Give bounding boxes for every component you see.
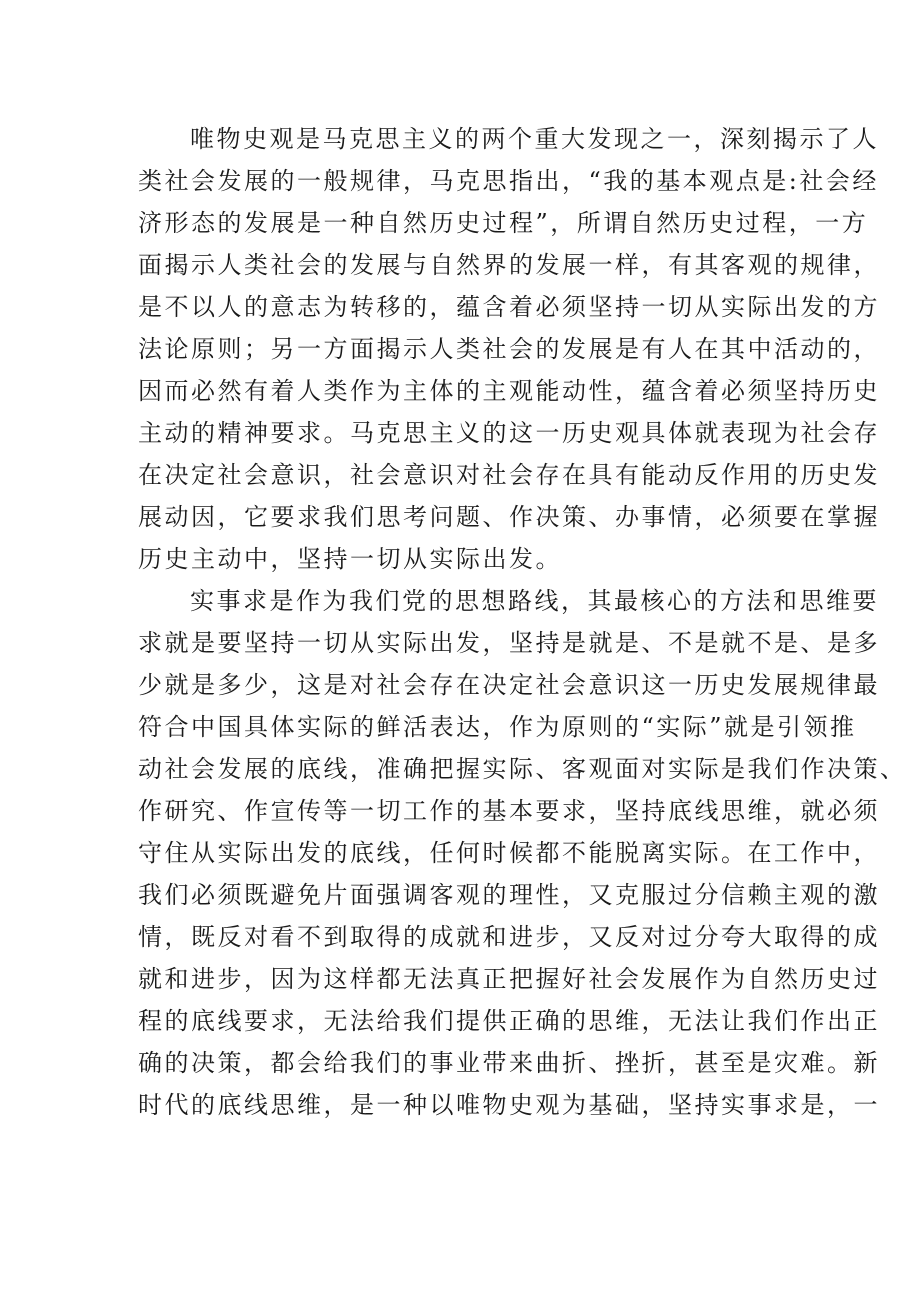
text-line: 守住从实际出发的底线，任何时候都不能脱离实际。在工作中， <box>138 839 880 867</box>
text-line: 主动的精神要求。马克思主义的这一历史观具体就表现为社会存 <box>138 419 880 447</box>
text-line: 情，既反对看不到取得的成就和进步，又反对过分夸大取得的成 <box>138 923 880 951</box>
text-line: 动社会发展的底线，准确把握实际、客观面对实际是我们作决策、 <box>138 755 907 783</box>
text-line: 类社会发展的一般规律，马克思指出，“我的基本观点是:社会经 <box>138 167 879 195</box>
text-line: 唯物史观是马克思主义的两个重大发现之一，深刻揭示了人 <box>190 125 879 153</box>
text-line: 面揭示人类社会的发展与自然界的发展一样，有其客观的规律， <box>138 251 880 279</box>
body-text <box>138 118 907 1126</box>
paragraph-2 <box>138 580 907 1126</box>
text-line: 少就是多少，这是对社会存在决定社会意识这一历史发展规律最 <box>138 671 880 699</box>
text-line: 程的底线要求，无法给我们提供正确的思维，无法让我们作出正 <box>138 1007 880 1035</box>
text-line: 我们必须既避免片面强调客观的理性，又克服过分信赖主观的激 <box>138 881 880 909</box>
paragraph-1 <box>138 118 880 580</box>
text-line: 就和进步，因为这样都无法真正把握好社会发展作为自然历史过 <box>138 965 880 993</box>
text-line: 法论原则；另一方面揭示人类社会的发展是有人在其中活动的， <box>138 335 880 363</box>
text-line: 时代的底线思维，是一种以唯物史观为基础，坚持实事求是，一 <box>138 1091 880 1119</box>
text-line: 在决定社会意识，社会意识对社会存在具有能动反作用的历史发 <box>138 461 880 489</box>
text-line: 济形态的发展是一种自然历史过程”，所谓自然历史过程，一方 <box>138 209 869 237</box>
text-line: 因而必然有着人类作为主体的主观能动性，蕴含着必须坚持历史 <box>138 377 880 405</box>
text-line: 确的决策，都会给我们的事业带来曲折、挫折，甚至是灾难。新 <box>138 1049 880 1077</box>
text-line: 实事求是作为我们党的思想路线，其最核心的方法和思维要 <box>190 587 879 615</box>
text-line: 是不以人的意志为转移的，蕴含着必须坚持一切从实际出发的方 <box>138 293 880 321</box>
text-line: 历史主动中，坚持一切从实际出发。 <box>138 545 562 573</box>
text-line: 作研究、作宣传等一切工作的基本要求，坚持底线思维，就必须 <box>138 797 880 825</box>
text-line: 求就是要坚持一切从实际出发，坚持是就是、不是就不是、是多 <box>138 629 880 657</box>
text-line: 展动因，它要求我们思考问题、作决策、办事情，必须要在掌握 <box>138 503 880 531</box>
text-line: 符合中国具体实际的鲜活表达，作为原则的“实际”就是引领推 <box>138 713 857 741</box>
